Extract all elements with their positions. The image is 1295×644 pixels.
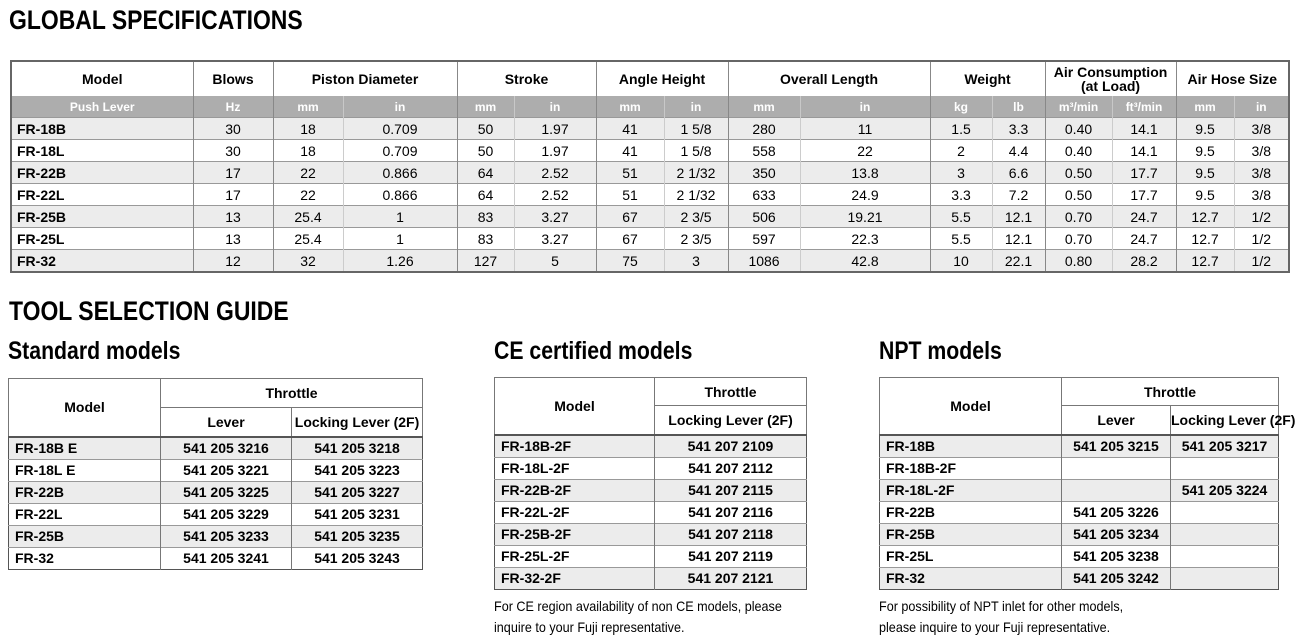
spec-value-cell: 0.866 bbox=[343, 184, 457, 206]
npt-note-line2: please inquire to your Fuji representative. bbox=[879, 619, 1111, 635]
header-overall-length: Overall Length bbox=[728, 61, 930, 96]
npt-model-cell: FR-18B bbox=[880, 435, 1062, 458]
standard-models-table bbox=[8, 378, 423, 570]
npt-model-cell: FR-18L-2F bbox=[880, 479, 1062, 501]
npt-part-number-cell bbox=[1171, 567, 1279, 589]
model-cell: FR-22L bbox=[11, 184, 193, 206]
spec-value-cell: 1086 bbox=[728, 250, 800, 273]
spec-units-row bbox=[11, 96, 1289, 118]
spec-value-cell: 12.1 bbox=[992, 228, 1045, 250]
spec-value-cell: 1/2 bbox=[1234, 250, 1289, 273]
std-model-cell: FR-22B bbox=[9, 481, 161, 503]
spec-value-cell: 2.52 bbox=[514, 162, 596, 184]
unit-cell: ft³/min bbox=[1112, 96, 1176, 118]
spec-value-cell: 1 5/8 bbox=[664, 140, 728, 162]
spec-value-cell: 12.7 bbox=[1176, 228, 1234, 250]
std-header-throttle: Throttle bbox=[161, 379, 423, 408]
header-blows: Blows bbox=[193, 61, 273, 96]
ce-model-cell: FR-18L-2F bbox=[495, 457, 655, 479]
npt-row bbox=[880, 523, 1279, 545]
spec-value-cell: 1/2 bbox=[1234, 206, 1289, 228]
header-air-consumption bbox=[1045, 61, 1176, 96]
spec-value-cell: 3.27 bbox=[514, 206, 596, 228]
spec-value-cell: 19.21 bbox=[800, 206, 930, 228]
header-air-consumption-line2: (at Load) bbox=[1080, 78, 1141, 94]
spec-value-cell: 1 5/8 bbox=[664, 118, 728, 140]
ce-part-number-cell: 541 207 2121 bbox=[655, 567, 807, 589]
npt-row bbox=[880, 567, 1279, 589]
spec-value-cell: 75 bbox=[596, 250, 664, 273]
spec-value-cell: 558 bbox=[728, 140, 800, 162]
std-part-number-cell: 541 205 3223 bbox=[292, 459, 423, 481]
unit-cell: mm bbox=[273, 96, 343, 118]
spec-value-cell: 64 bbox=[457, 162, 514, 184]
spec-value-cell: 9.5 bbox=[1176, 118, 1234, 140]
spec-value-cell: 1 bbox=[343, 228, 457, 250]
ce-model-cell: FR-32-2F bbox=[495, 567, 655, 589]
std-part-number-cell: 541 205 3227 bbox=[292, 481, 423, 503]
std-part-number-cell: 541 205 3221 bbox=[161, 459, 292, 481]
ce-header-locking-lever: Locking Lever (2F) bbox=[655, 406, 807, 435]
unit-cell: in bbox=[664, 96, 728, 118]
spec-value-cell: 22 bbox=[273, 184, 343, 206]
spec-row bbox=[11, 118, 1289, 140]
ce-part-number-cell: 541 207 2112 bbox=[655, 457, 807, 479]
spec-value-cell: 14.1 bbox=[1112, 140, 1176, 162]
npt-row bbox=[880, 501, 1279, 523]
npt-row bbox=[880, 435, 1279, 458]
unit-cell: mm bbox=[596, 96, 664, 118]
spec-value-cell: 32 bbox=[273, 250, 343, 273]
spec-value-cell: 30 bbox=[193, 140, 273, 162]
spec-value-cell: 0.866 bbox=[343, 162, 457, 184]
ce-part-number-cell: 541 207 2115 bbox=[655, 479, 807, 501]
spec-value-cell: 3/8 bbox=[1234, 162, 1289, 184]
spec-value-cell: 17 bbox=[193, 184, 273, 206]
spec-value-cell: 22 bbox=[273, 162, 343, 184]
spec-row bbox=[11, 140, 1289, 162]
spec-value-cell: 24.7 bbox=[1112, 228, 1176, 250]
spec-value-cell: 42.8 bbox=[800, 250, 930, 273]
spec-value-cell: 83 bbox=[457, 206, 514, 228]
spec-value-cell: 12.7 bbox=[1176, 206, 1234, 228]
tool-selection-guide-title: TOOL SELECTION GUIDE bbox=[9, 296, 289, 326]
npt-model-cell: FR-25L bbox=[880, 545, 1062, 567]
spec-value-cell: 2 3/5 bbox=[664, 228, 728, 250]
spec-value-cell: 2 1/32 bbox=[664, 162, 728, 184]
spec-value-cell: 7.2 bbox=[992, 184, 1045, 206]
spec-value-cell: 83 bbox=[457, 228, 514, 250]
ce-row bbox=[495, 501, 807, 523]
npt-header-throttle: Throttle bbox=[1062, 378, 1279, 406]
std-header-model: Model bbox=[9, 379, 161, 437]
spec-value-cell: 25.4 bbox=[273, 228, 343, 250]
unit-cell: Hz bbox=[193, 96, 273, 118]
ce-row bbox=[495, 435, 807, 458]
npt-part-number-cell: 541 205 3238 bbox=[1062, 545, 1171, 567]
spec-value-cell: 4.4 bbox=[992, 140, 1045, 162]
std-model-cell: FR-18B E bbox=[9, 437, 161, 460]
spec-value-cell: 3 bbox=[930, 162, 992, 184]
npt-part-number-cell: 541 205 3234 bbox=[1062, 523, 1171, 545]
unit-cell: in bbox=[514, 96, 596, 118]
ce-row bbox=[495, 545, 807, 567]
ce-header-model: Model bbox=[495, 378, 655, 435]
spec-value-cell: 3.3 bbox=[992, 118, 1045, 140]
spec-row bbox=[11, 228, 1289, 250]
std-model-cell: FR-32 bbox=[9, 547, 161, 569]
npt-part-number-cell bbox=[1171, 545, 1279, 567]
npt-model-cell: FR-22B bbox=[880, 501, 1062, 523]
spec-value-cell: 0.70 bbox=[1045, 228, 1112, 250]
spec-value-cell: 3/8 bbox=[1234, 118, 1289, 140]
spec-value-cell: 11 bbox=[800, 118, 930, 140]
npt-part-number-cell bbox=[1171, 501, 1279, 523]
header-weight: Weight bbox=[930, 61, 1045, 96]
spec-value-cell: 30 bbox=[193, 118, 273, 140]
std-part-number-cell: 541 205 3218 bbox=[292, 437, 423, 460]
spec-value-cell: 3.27 bbox=[514, 228, 596, 250]
unit-cell: mm bbox=[457, 96, 514, 118]
spec-value-cell: 5.5 bbox=[930, 228, 992, 250]
npt-header-lever: Lever bbox=[1062, 406, 1171, 435]
spec-value-cell: 506 bbox=[728, 206, 800, 228]
npt-header-model: Model bbox=[880, 378, 1062, 435]
std-row bbox=[9, 503, 423, 525]
ce-note-line2: inquire to your Fuji representative. bbox=[494, 619, 685, 635]
ce-part-number-cell: 541 207 2118 bbox=[655, 523, 807, 545]
spec-value-cell: 28.2 bbox=[1112, 250, 1176, 273]
spec-value-cell: 5 bbox=[514, 250, 596, 273]
npt-models-table bbox=[879, 377, 1295, 590]
ce-part-number-cell: 541 207 2109 bbox=[655, 435, 807, 458]
spec-value-cell: 14.1 bbox=[1112, 118, 1176, 140]
std-part-number-cell: 541 205 3225 bbox=[161, 481, 292, 503]
npt-part-number-cell: 541 205 3215 bbox=[1062, 435, 1171, 458]
npt-part-number-cell: 541 205 3217 bbox=[1171, 435, 1279, 458]
spec-value-cell: 22.3 bbox=[800, 228, 930, 250]
ce-model-cell: FR-25B-2F bbox=[495, 523, 655, 545]
std-part-number-cell: 541 205 3233 bbox=[161, 525, 292, 547]
spec-value-cell: 50 bbox=[457, 118, 514, 140]
npt-note bbox=[879, 596, 1123, 638]
spec-value-cell: 0.50 bbox=[1045, 162, 1112, 184]
std-header-locking-lever: Locking Lever (2F) bbox=[292, 408, 423, 437]
npt-header-locking-lever: Locking Lever (2F) bbox=[1171, 406, 1279, 435]
std-part-number-cell: 541 205 3243 bbox=[292, 547, 423, 569]
model-cell: FR-22B bbox=[11, 162, 193, 184]
model-cell: FR-25L bbox=[11, 228, 193, 250]
spec-value-cell: 9.5 bbox=[1176, 162, 1234, 184]
spec-value-cell: 41 bbox=[596, 118, 664, 140]
spec-value-cell: 64 bbox=[457, 184, 514, 206]
ce-model-cell: FR-22L-2F bbox=[495, 501, 655, 523]
ce-models-table bbox=[494, 377, 807, 590]
spec-value-cell: 6.6 bbox=[992, 162, 1045, 184]
model-cell: FR-32 bbox=[11, 250, 193, 273]
spec-value-cell: 9.5 bbox=[1176, 140, 1234, 162]
spec-value-cell: 50 bbox=[457, 140, 514, 162]
ce-note bbox=[494, 596, 782, 638]
spec-value-cell: 3 bbox=[664, 250, 728, 273]
spec-value-cell: 350 bbox=[728, 162, 800, 184]
spec-value-cell: 9.5 bbox=[1176, 184, 1234, 206]
spec-value-cell: 597 bbox=[728, 228, 800, 250]
header-angle-height: Angle Height bbox=[596, 61, 728, 96]
npt-models-title: NPT models bbox=[879, 337, 1002, 365]
spec-value-cell: 127 bbox=[457, 250, 514, 273]
spec-value-cell: 1.5 bbox=[930, 118, 992, 140]
spec-value-cell: 51 bbox=[596, 162, 664, 184]
spec-value-cell: 2 bbox=[930, 140, 992, 162]
std-row bbox=[9, 547, 423, 569]
spec-value-cell: 18 bbox=[273, 140, 343, 162]
spec-value-cell: 0.709 bbox=[343, 118, 457, 140]
unit-cell: in bbox=[800, 96, 930, 118]
npt-part-number-cell bbox=[1171, 523, 1279, 545]
spec-value-cell: 17.7 bbox=[1112, 162, 1176, 184]
ce-note-line1: For CE region availability of non CE models, please bbox=[494, 598, 782, 614]
header-piston-diameter: Piston Diameter bbox=[273, 61, 457, 96]
npt-row bbox=[880, 545, 1279, 567]
global-specifications-table bbox=[10, 60, 1290, 273]
spec-value-cell: 24.9 bbox=[800, 184, 930, 206]
std-row bbox=[9, 481, 423, 503]
spec-row bbox=[11, 250, 1289, 273]
ce-models-title: CE certified models bbox=[494, 337, 693, 365]
spec-row bbox=[11, 184, 1289, 206]
unit-cell: mm bbox=[1176, 96, 1234, 118]
unit-cell: mm bbox=[728, 96, 800, 118]
spec-value-cell: 18 bbox=[273, 118, 343, 140]
std-part-number-cell: 541 205 3235 bbox=[292, 525, 423, 547]
model-cell: FR-18B bbox=[11, 118, 193, 140]
ce-row bbox=[495, 523, 807, 545]
ce-header-throttle: Throttle bbox=[655, 378, 807, 406]
spec-value-cell: 0.40 bbox=[1045, 140, 1112, 162]
spec-value-cell: 1.97 bbox=[514, 140, 596, 162]
spec-value-cell: 2 3/5 bbox=[664, 206, 728, 228]
ce-model-cell: FR-22B-2F bbox=[495, 479, 655, 501]
spec-value-cell: 24.7 bbox=[1112, 206, 1176, 228]
npt-part-number-cell: 541 205 3226 bbox=[1062, 501, 1171, 523]
spec-value-cell: 17.7 bbox=[1112, 184, 1176, 206]
npt-model-cell: FR-18B-2F bbox=[880, 457, 1062, 479]
ce-row bbox=[495, 457, 807, 479]
std-header-lever: Lever bbox=[161, 408, 292, 437]
spec-value-cell: 280 bbox=[728, 118, 800, 140]
spec-value-cell: 22.1 bbox=[992, 250, 1045, 273]
spec-value-cell: 0.40 bbox=[1045, 118, 1112, 140]
unit-cell: m³/min bbox=[1045, 96, 1112, 118]
ce-row bbox=[495, 567, 807, 589]
spec-value-cell: 2.52 bbox=[514, 184, 596, 206]
spec-value-cell: 0.709 bbox=[343, 140, 457, 162]
spec-row bbox=[11, 206, 1289, 228]
header-model: Model bbox=[82, 71, 123, 87]
header-air-consumption-line1: Air Consumption bbox=[1053, 64, 1168, 80]
spec-value-cell: 633 bbox=[728, 184, 800, 206]
npt-row bbox=[880, 479, 1279, 501]
header-air-hose-size: Air Hose Size bbox=[1176, 61, 1289, 96]
npt-model-cell: FR-25B bbox=[880, 523, 1062, 545]
spec-value-cell: 51 bbox=[596, 184, 664, 206]
spec-value-cell: 1.97 bbox=[514, 118, 596, 140]
spec-value-cell: 1 bbox=[343, 206, 457, 228]
spec-value-cell: 67 bbox=[596, 228, 664, 250]
spec-value-cell: 13.8 bbox=[800, 162, 930, 184]
std-part-number-cell: 541 205 3231 bbox=[292, 503, 423, 525]
ce-model-cell: FR-25L-2F bbox=[495, 545, 655, 567]
spec-value-cell: 5.5 bbox=[930, 206, 992, 228]
model-cell: FR-25B bbox=[11, 206, 193, 228]
unit-cell: Push Lever bbox=[11, 96, 193, 118]
unit-cell: kg bbox=[930, 96, 992, 118]
std-part-number-cell: 541 205 3241 bbox=[161, 547, 292, 569]
spec-value-cell: 17 bbox=[193, 162, 273, 184]
npt-part-number-cell: 541 205 3242 bbox=[1062, 567, 1171, 589]
ce-row bbox=[495, 479, 807, 501]
spec-value-cell: 1.26 bbox=[343, 250, 457, 273]
spec-row bbox=[11, 162, 1289, 184]
spec-value-cell: 22 bbox=[800, 140, 930, 162]
std-model-cell: FR-25B bbox=[9, 525, 161, 547]
spec-value-cell: 1/2 bbox=[1234, 228, 1289, 250]
npt-row bbox=[880, 457, 1279, 479]
spec-value-cell: 3/8 bbox=[1234, 184, 1289, 206]
npt-part-number-cell: 541 205 3224 bbox=[1171, 479, 1279, 501]
spec-value-cell: 0.70 bbox=[1045, 206, 1112, 228]
spec-value-cell: 0.50 bbox=[1045, 184, 1112, 206]
model-cell: FR-18L bbox=[11, 140, 193, 162]
spec-value-cell: 3.3 bbox=[930, 184, 992, 206]
spec-value-cell: 12 bbox=[193, 250, 273, 273]
spec-header-row bbox=[11, 61, 1289, 96]
ce-part-number-cell: 541 207 2116 bbox=[655, 501, 807, 523]
std-row bbox=[9, 437, 423, 460]
ce-model-cell: FR-18B-2F bbox=[495, 435, 655, 458]
spec-value-cell: 25.4 bbox=[273, 206, 343, 228]
std-row bbox=[9, 459, 423, 481]
npt-part-number-cell bbox=[1171, 457, 1279, 479]
std-part-number-cell: 541 205 3216 bbox=[161, 437, 292, 460]
npt-model-cell: FR-32 bbox=[880, 567, 1062, 589]
npt-note-line1: For possibility of NPT inlet for other models, bbox=[879, 598, 1124, 614]
spec-value-cell: 2 1/32 bbox=[664, 184, 728, 206]
npt-part-number-cell bbox=[1062, 479, 1171, 501]
std-part-number-cell: 541 205 3229 bbox=[161, 503, 292, 525]
spec-value-cell: 3/8 bbox=[1234, 140, 1289, 162]
spec-value-cell: 10 bbox=[930, 250, 992, 273]
standard-models-title: Standard models bbox=[8, 337, 181, 365]
spec-value-cell: 67 bbox=[596, 206, 664, 228]
npt-part-number-cell bbox=[1062, 457, 1171, 479]
spec-value-cell: 12.1 bbox=[992, 206, 1045, 228]
ce-part-number-cell: 541 207 2119 bbox=[655, 545, 807, 567]
std-model-cell: FR-18L E bbox=[9, 459, 161, 481]
unit-cell: lb bbox=[992, 96, 1045, 118]
spec-value-cell: 12.7 bbox=[1176, 250, 1234, 273]
spec-value-cell: 0.80 bbox=[1045, 250, 1112, 273]
std-row bbox=[9, 525, 423, 547]
spec-value-cell: 13 bbox=[193, 228, 273, 250]
header-stroke: Stroke bbox=[457, 61, 596, 96]
unit-cell: in bbox=[343, 96, 457, 118]
std-model-cell: FR-22L bbox=[9, 503, 161, 525]
global-specifications-title: GLOBAL SPECIFICATIONS bbox=[9, 5, 303, 35]
spec-value-cell: 13 bbox=[193, 206, 273, 228]
unit-cell: in bbox=[1234, 96, 1289, 118]
spec-value-cell: 41 bbox=[596, 140, 664, 162]
